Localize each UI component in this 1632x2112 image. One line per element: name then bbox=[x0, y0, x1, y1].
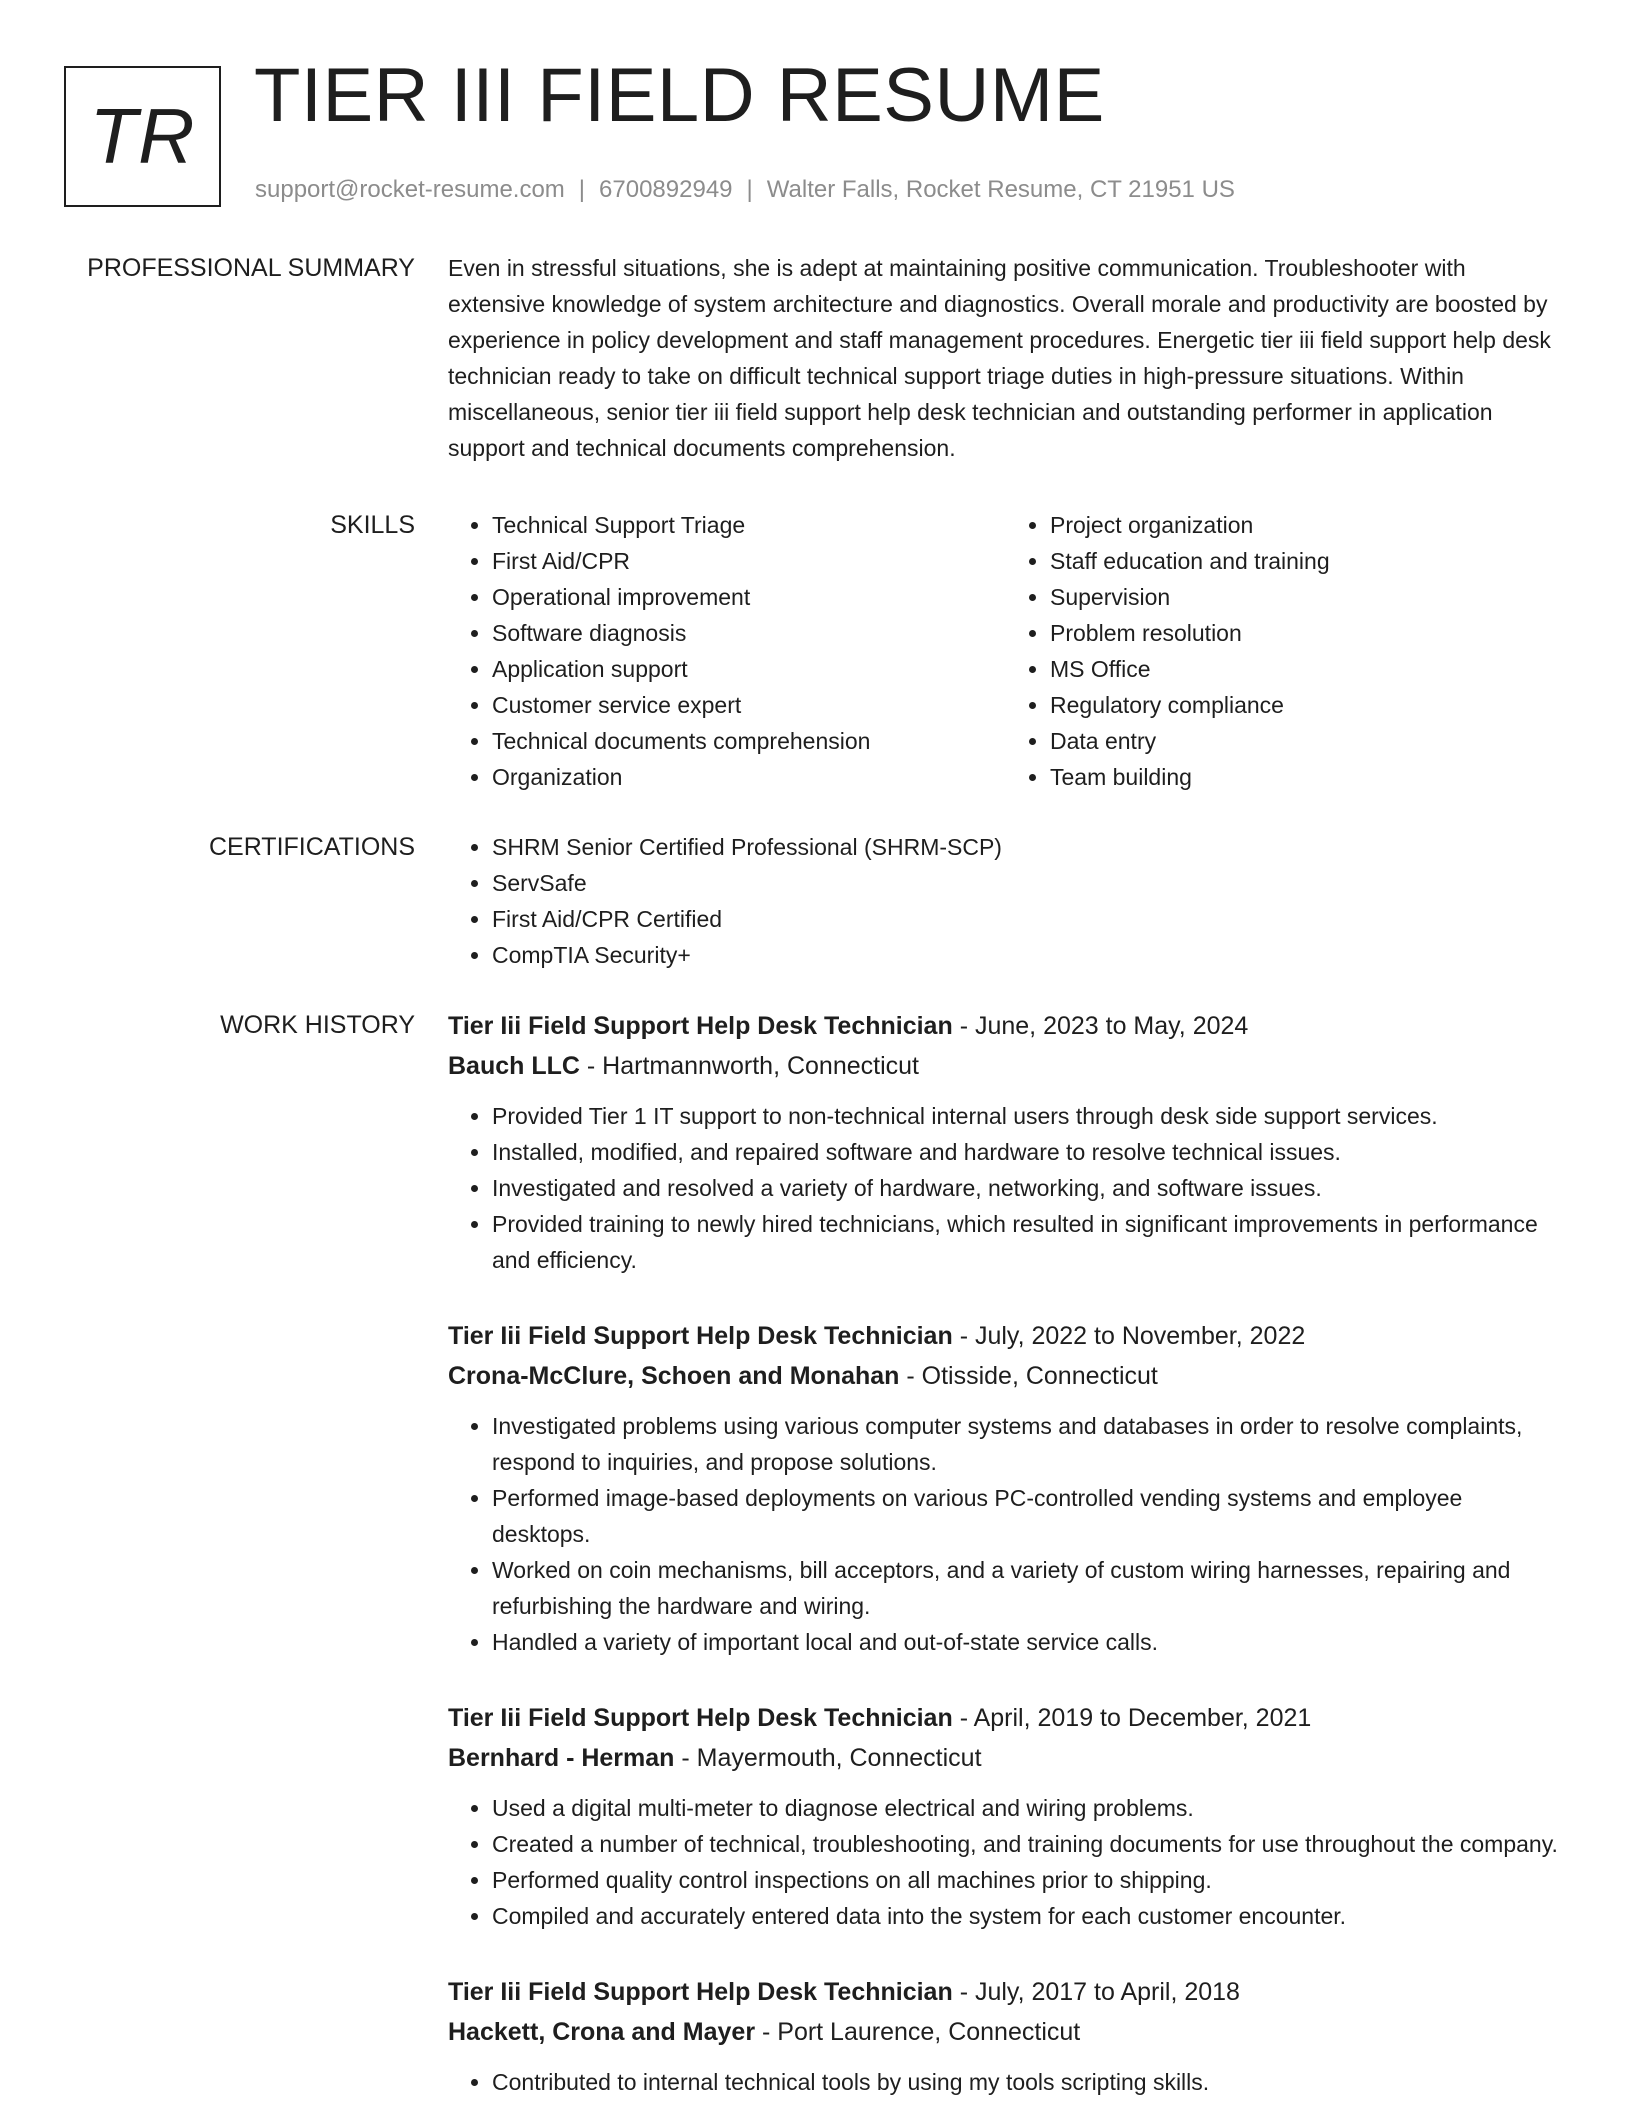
contact-phone[interactable]: 6700892949 bbox=[599, 176, 733, 203]
skill-item: • Organization bbox=[492, 759, 1006, 795]
skill-item: • Operational improvement bbox=[492, 579, 1006, 615]
certification-item: • ServSafe bbox=[492, 865, 1564, 901]
job-title-line bbox=[448, 1972, 1564, 2012]
monogram-logo bbox=[64, 66, 221, 207]
job-dates: - July, 2022 to November, 2022 bbox=[952, 1322, 1306, 1350]
skill-item: • Data entry bbox=[1050, 723, 1564, 759]
certifications-body bbox=[448, 829, 1564, 973]
certification-item: • CompTIA Security+ bbox=[492, 937, 1564, 973]
job-duty: • Worked on coin mechanisms, bill acceptors, and a variety of custom wiring harnesses, repairing and refurbishing the hardware and wiring. bbox=[492, 1552, 1564, 1624]
contact-address: Walter Falls, Rocket Resume, CT 21951 US bbox=[766, 176, 1235, 203]
job-title: Tier Iii Field Support Help Desk Technician bbox=[448, 1978, 953, 2006]
job-duty: • Investigated problems using various computer systems and databases in order to resolve complaints, respond to inquiries, and propose solutions. bbox=[492, 1408, 1564, 1480]
skills-list-right bbox=[1006, 507, 1564, 795]
certification-item: • First Aid/CPR Certified bbox=[492, 901, 1564, 937]
job-duty: • Compiled and accurately entered data into the system for each customer encounter. bbox=[492, 1898, 1564, 1934]
job-company: Bauch LLC bbox=[448, 1052, 580, 1080]
skill-item: • Software diagnosis bbox=[492, 615, 1006, 651]
job-entry bbox=[448, 1972, 1564, 2100]
skill-item: • Technical documents comprehension bbox=[492, 723, 1006, 759]
job-duty: • Performed quality control inspections on all machines prior to shipping. bbox=[492, 1862, 1564, 1898]
summary-heading: PROFESSIONAL SUMMARY bbox=[87, 254, 415, 282]
contact-email[interactable]: support@rocket-resume.com bbox=[255, 176, 565, 203]
skill-item: • MS Office bbox=[1050, 651, 1564, 687]
contact-separator: | bbox=[578, 176, 586, 203]
skills-list-left bbox=[448, 507, 1006, 795]
job-title: Tier Iii Field Support Help Desk Technician bbox=[448, 1704, 953, 1732]
job-company: Bernhard - Herman bbox=[448, 1744, 675, 1772]
work-history-body bbox=[448, 1006, 1564, 2112]
job-duty: • Installed, modified, and repaired software and hardware to resolve technical issues. bbox=[492, 1134, 1564, 1170]
contact-line bbox=[255, 176, 1235, 204]
job-company-line bbox=[448, 2012, 1564, 2052]
skill-item: • Supervision bbox=[1050, 579, 1564, 615]
job-dates: - April, 2019 to December, 2021 bbox=[952, 1704, 1312, 1732]
job-dates: - June, 2023 to May, 2024 bbox=[952, 1012, 1249, 1040]
job-location: - Hartmannworth, Connecticut bbox=[579, 1052, 919, 1080]
job-duty: • Investigated and resolved a variety of hardware, networking, and software issues. bbox=[492, 1170, 1564, 1206]
monogram-initials: TR bbox=[89, 92, 196, 180]
job-duties bbox=[448, 2064, 1564, 2100]
job-company-line bbox=[448, 1046, 1564, 1086]
skill-item: • Project organization bbox=[1050, 507, 1564, 543]
job-location: - Mayermouth, Connecticut bbox=[674, 1744, 982, 1772]
job-company-line bbox=[448, 1738, 1564, 1778]
job-entry bbox=[448, 1698, 1564, 1934]
skill-item: • Regulatory compliance bbox=[1050, 687, 1564, 723]
skill-item: • Technical Support Triage bbox=[492, 507, 1006, 543]
summary-text: Even in stressful situations, she is adept at maintaining positive communication. Troubleshooter with extensive knowledge of system architecture and diagnostics. Overall morale and productivity are boosted by experience in policy development and staff management procedures. Energetic tier iii field support help desk technician ready to take on difficult technical support triage duties in high-pressure situations. Within miscellaneous, senior tier iii field support help desk technician and outstanding performer in application support and technical documents comprehension. bbox=[448, 255, 1551, 461]
job-duties bbox=[448, 1098, 1564, 1278]
job-duty: • Provided Tier 1 IT support to non-technical internal users through desk side support services. bbox=[492, 1098, 1564, 1134]
skill-item: • Problem resolution bbox=[1050, 615, 1564, 651]
job-duty: • Used a digital multi-meter to diagnose electrical and wiring problems. bbox=[492, 1790, 1564, 1826]
skills-body bbox=[448, 507, 1564, 795]
job-location: - Otisside, Connecticut bbox=[899, 1362, 1158, 1390]
certifications-heading: CERTIFICATIONS bbox=[208, 833, 415, 861]
work-history-heading: WORK HISTORY bbox=[220, 1011, 415, 1039]
contact-separator: | bbox=[746, 176, 753, 203]
job-company: Crona-McClure, Schoen and Monahan bbox=[448, 1362, 900, 1390]
job-location: - Port Laurence, Connecticut bbox=[755, 2018, 1081, 2046]
job-title: Tier Iii Field Support Help Desk Technician bbox=[448, 1012, 953, 1040]
job-entry bbox=[448, 1316, 1564, 1660]
skill-item: • First Aid/CPR bbox=[492, 543, 1006, 579]
job-duty: • Contributed to internal technical tools by using my tools scripting skills. bbox=[492, 2064, 1564, 2100]
job-duty: • Provided training to newly hired technicians, which resulted in significant improvements in performance and efficiency. bbox=[492, 1206, 1564, 1278]
certifications-list bbox=[448, 829, 1564, 973]
job-title: Tier Iii Field Support Help Desk Technician bbox=[448, 1322, 953, 1350]
job-dates: - July, 2017 to April, 2018 bbox=[952, 1978, 1240, 2006]
skills-heading: SKILLS bbox=[330, 511, 415, 539]
resume-title: TIER III FIELD RESUME bbox=[254, 53, 1105, 138]
summary-body bbox=[448, 250, 1564, 466]
job-company: Hackett, Crona and Mayer bbox=[448, 2018, 756, 2046]
job-entry bbox=[448, 1006, 1564, 1278]
job-duties bbox=[448, 1790, 1564, 1934]
job-title-line bbox=[448, 1698, 1564, 1738]
job-title-line bbox=[448, 1006, 1564, 1046]
job-duties bbox=[448, 1408, 1564, 1660]
job-duty: • Handled a variety of important local and out-of-state service calls. bbox=[492, 1624, 1564, 1660]
skill-item: • Staff education and training bbox=[1050, 543, 1564, 579]
job-duty: • Performed image-based deployments on various PC-controlled vending systems and employee desktops. bbox=[492, 1480, 1564, 1552]
job-company-line bbox=[448, 1356, 1564, 1396]
job-duty: • Created a number of technical, troubleshooting, and training documents for use throughout the company. bbox=[492, 1826, 1564, 1862]
job-title-line bbox=[448, 1316, 1564, 1356]
skill-item: • Customer service expert bbox=[492, 687, 1006, 723]
skill-item: • Team building bbox=[1050, 759, 1564, 795]
certification-item: • SHRM Senior Certified Professional (SHRM-SCP) bbox=[492, 829, 1564, 865]
skill-item: • Application support bbox=[492, 651, 1006, 687]
